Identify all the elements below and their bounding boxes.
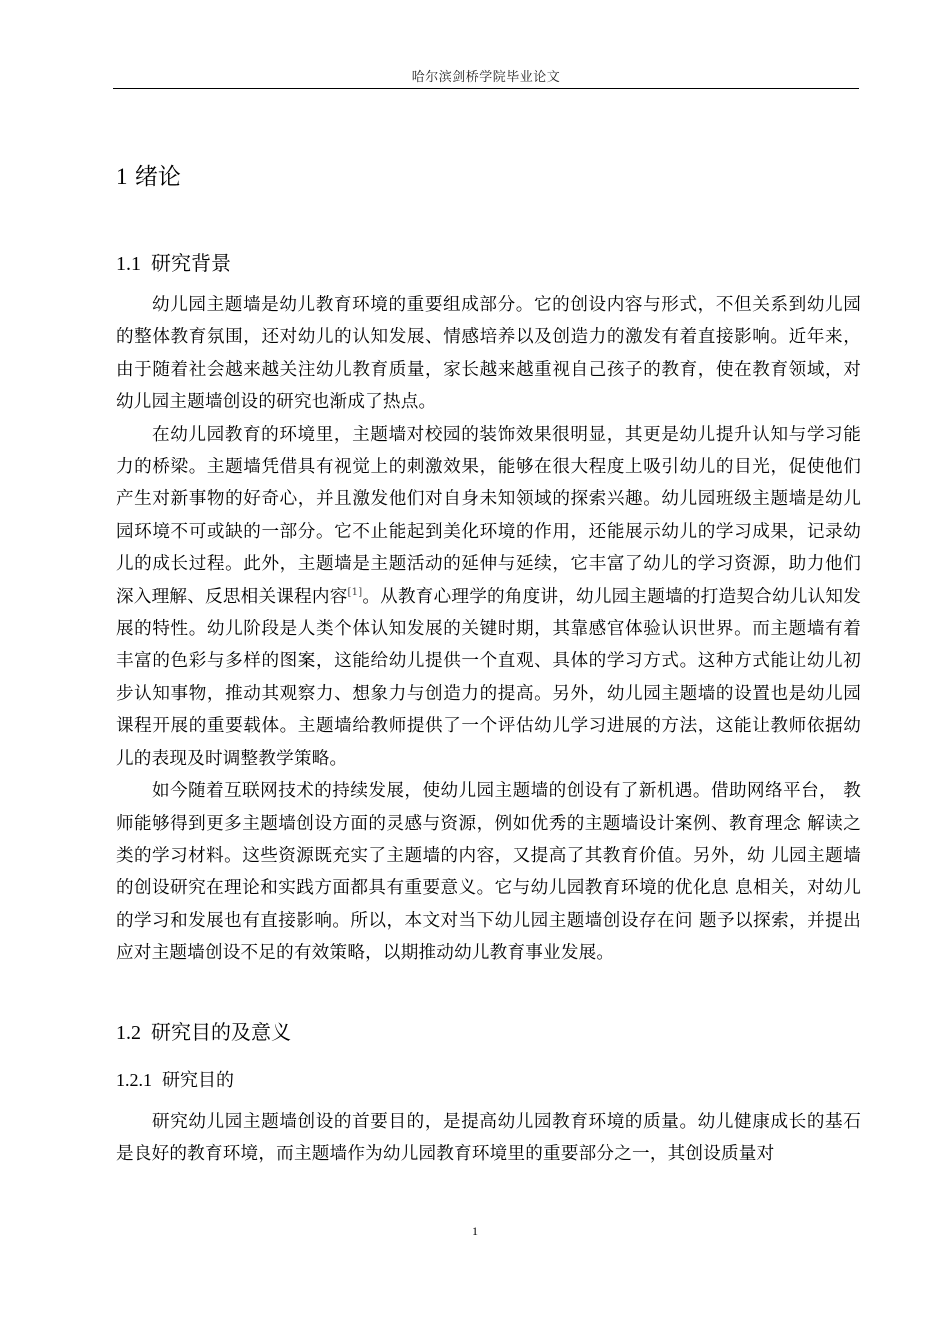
chapter-number: 1 bbox=[116, 164, 128, 189]
section-1-1-body bbox=[116, 289, 861, 970]
section-title: 研究背景 bbox=[151, 251, 231, 275]
subsection-heading-1-2-1 bbox=[116, 1067, 234, 1094]
header-rule bbox=[113, 88, 859, 89]
paragraph-text: 在幼儿园教育的环境里，主题墙对校园的装饰效果很明显，其更是幼儿提升认知与学习能力的桥梁。主题墙凭借具有视觉上的刺激效果，能够在很大程度上吸引幼儿的目光，促使他们产生对新事物的好奇心，并且激发他们对自身未知领域的探索兴趣。幼儿园班级主题墙是幼儿园环境不可或缺的一部分。它不止能起到美化环境的作用，还能展示幼儿的学习成果，记录幼儿的成长过程。此外，主题墙是主题活动的延伸与延续，它丰富了幼儿的学习资源，助力他们深入理解、反思相关课程内容 bbox=[116, 424, 861, 607]
section-number: 1.1 bbox=[116, 253, 141, 275]
paragraph bbox=[116, 419, 861, 775]
section-1-2-1-body bbox=[116, 1106, 861, 1171]
section-heading-1-1 bbox=[116, 249, 231, 278]
running-header: 哈尔滨剑桥学院毕业论文 bbox=[411, 70, 561, 85]
paragraph: 幼儿园主题墙是幼儿教育环境的重要组成部分。它的创设内容与形式，不但关系到幼儿园的整体教育氛围，还对幼儿的认知发展、情感培养以及创造力的激发有着直接影响。近年来，由于随着社会越来越关注幼儿教育质量，家长越来越重视自己孩子的教育，使在教育领域，对幼儿园主题墙创设的研究也渐成了热点。 bbox=[116, 295, 861, 413]
section-heading-1-2 bbox=[116, 1018, 291, 1047]
chapter-title: 绪论 bbox=[134, 164, 181, 190]
subsection-number: 1.2.1 bbox=[116, 1070, 152, 1090]
chapter-heading bbox=[116, 162, 181, 192]
paragraph-text: 。从教育心理学的角度讲，幼儿园主题墙的打造契合幼儿认知发展的特性。幼儿阶段是人类个体认知发展的关键时期，其靠感官体验认识世界。而主题墙有着丰富的色彩与多样的图案，这能给幼儿提供一个直观、具体的学习方式。这种方式能让幼儿初步认知事物，推动其观察力、想象力与创造力的提高。另外，幼儿园主题墙的设置也是幼儿园课程开展的重要载体。主题墙给教师提供了一个评估幼儿学习进展的方法，这能让教师依据幼儿的表现及时调整教学策略。 bbox=[116, 586, 861, 769]
subsection-title: 研究目的 bbox=[162, 1070, 234, 1091]
section-title: 研究目的及意义 bbox=[151, 1020, 291, 1044]
page-number: 1 bbox=[472, 1224, 478, 1238]
paragraph: 如今随着互联网技术的持续发展，使幼儿园主题墙的创设有了新机遇。借助网络平台， 教师能够得到更多主题墙创设方面的灵感与资源，例如优秀的主题墙设计案例、教育理念 解读之类的学习材料。这些资源既充实了主题墙的内容，又提高了其教育价值。另外，幼 儿园主题墙的创设研究在理论和实践方面都具有重要意义。它与幼儿园教育环境的优化息 息相关，对幼儿的学习和发展也有直接影响。所以，本文对当下幼儿园主题墙创设存在问 题予以探索，并提出应对主题墙创设不足的有效策略，以期推动幼儿教育事业发展。 bbox=[116, 781, 861, 964]
paragraph: 研究幼儿园主题墙创设的首要目的，是提高幼儿园教育环境的质量。幼儿健康成长的基石是良好的教育环境，而主题墙作为幼儿园教育环境里的重要部分之一，其创设质量对 bbox=[116, 1112, 861, 1165]
citation-marker: [1] bbox=[347, 586, 363, 598]
section-number: 1.2 bbox=[116, 1022, 141, 1044]
